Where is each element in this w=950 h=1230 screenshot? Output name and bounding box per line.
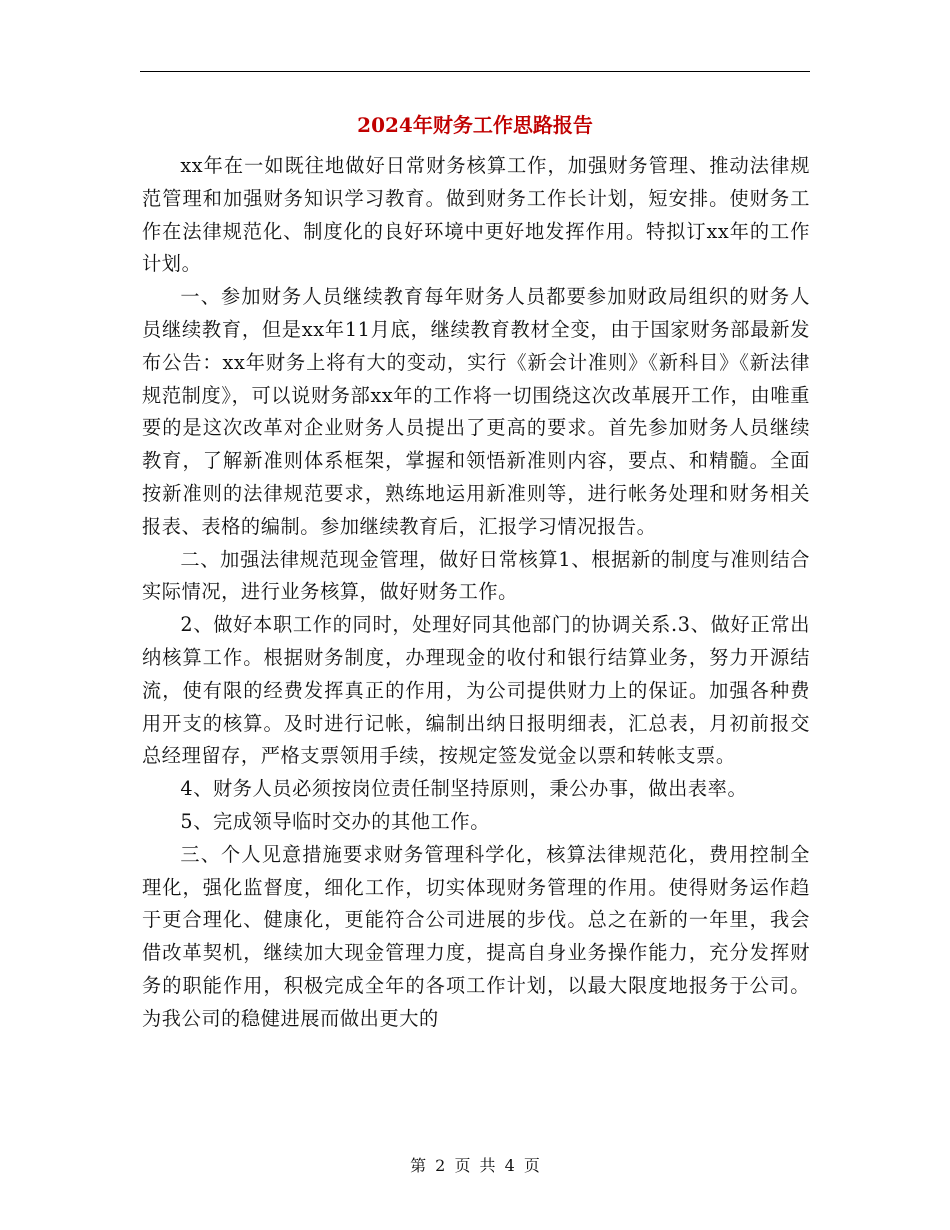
paragraph-section-2: 二、加强法律规范现金管理，做好日常核算1、根据新的制度与准则结合实际情况，进行业务核算，做好财务工作。 (142, 547, 810, 604)
paragraph-section-3: 三、个人见意措施要求财务管理科学化，核算法律规范化，费用控制全理化，强化监督度，细化工作，切实体现财务管理的作用。使得财务运作趋于更合理化、健康化，更能符合公司进展的步伐。总之在新的一年里，我会借改革契机，继续加大现金管理力度，提高自身业务操作能力，充分发挥财务的职能作用，积极完成全年的各项工作计划，以最大限度地报务于公司。为我公司的稳健进展而做出更大的 (142, 842, 810, 1030)
document-body (142, 150, 810, 1036)
paragraph-section-1: 一、参加财务人员继续教育每年财务人员都要参加财政局组织的财务人员继续教育，但是xx年11月底，继续教育教材全变，由于国家财务部最新发布公告：xx年财务上将有大的变动，实行《新会计准则》《新科目》《新法律规范制度》，可以说财务部xx年的工作将一切围绕这次改革展开工作，由唯重要的是这次改革对企业财务人员提出了更高的要求。首先参加财务人员继续教育，了解新准则体系框架，掌握和领悟新准则内容，要点、和精髓。全面按新准则的法律规范要求，熟练地运用新准则等，进行帐务处理和财务相关报表、表格的编制。参加继续教育后，汇报学习情况报告。 (142, 285, 810, 538)
paragraph-item-4: 4、财务人员必须按岗位责任制坚持原则，秉公办事，做出表率。 (180, 777, 748, 801)
paragraph-item-2: 2、做好本职工作的同时，处理好同其他部门的协调关系.3、做好正常出纳核算工作。根据财务制度，办理现金的收付和银行结算业务，努力开源结流，使有限的经费发挥真正的作用，为公司提供财力上的保证。加强各种费用开支的核算。及时进行记帐，编制出纳日报明细表，汇总表，月初前报交总经理留存，严格支票领用手续，按规定签发觉金以票和转帐支票。 (142, 613, 810, 768)
document-title: 2024年财务工作思路报告 (357, 113, 593, 137)
paragraph-item-5: 5、完成领导临时交办的其他工作。 (180, 809, 491, 833)
paragraph-intro: xx年在一如既往地做好日常财务核算工作，加强财务管理、推动法律规范管理和加强财务知识学习教育。做到财务工作长计划，短安排。使财务工作在法律规范化、制度化的良好环境中更好地发挥作用。特拟订xx年的工作计划。 (142, 154, 810, 276)
page-number-footer: 第 2 页 共 4 页 (410, 1156, 540, 1175)
header-rule (140, 71, 810, 72)
